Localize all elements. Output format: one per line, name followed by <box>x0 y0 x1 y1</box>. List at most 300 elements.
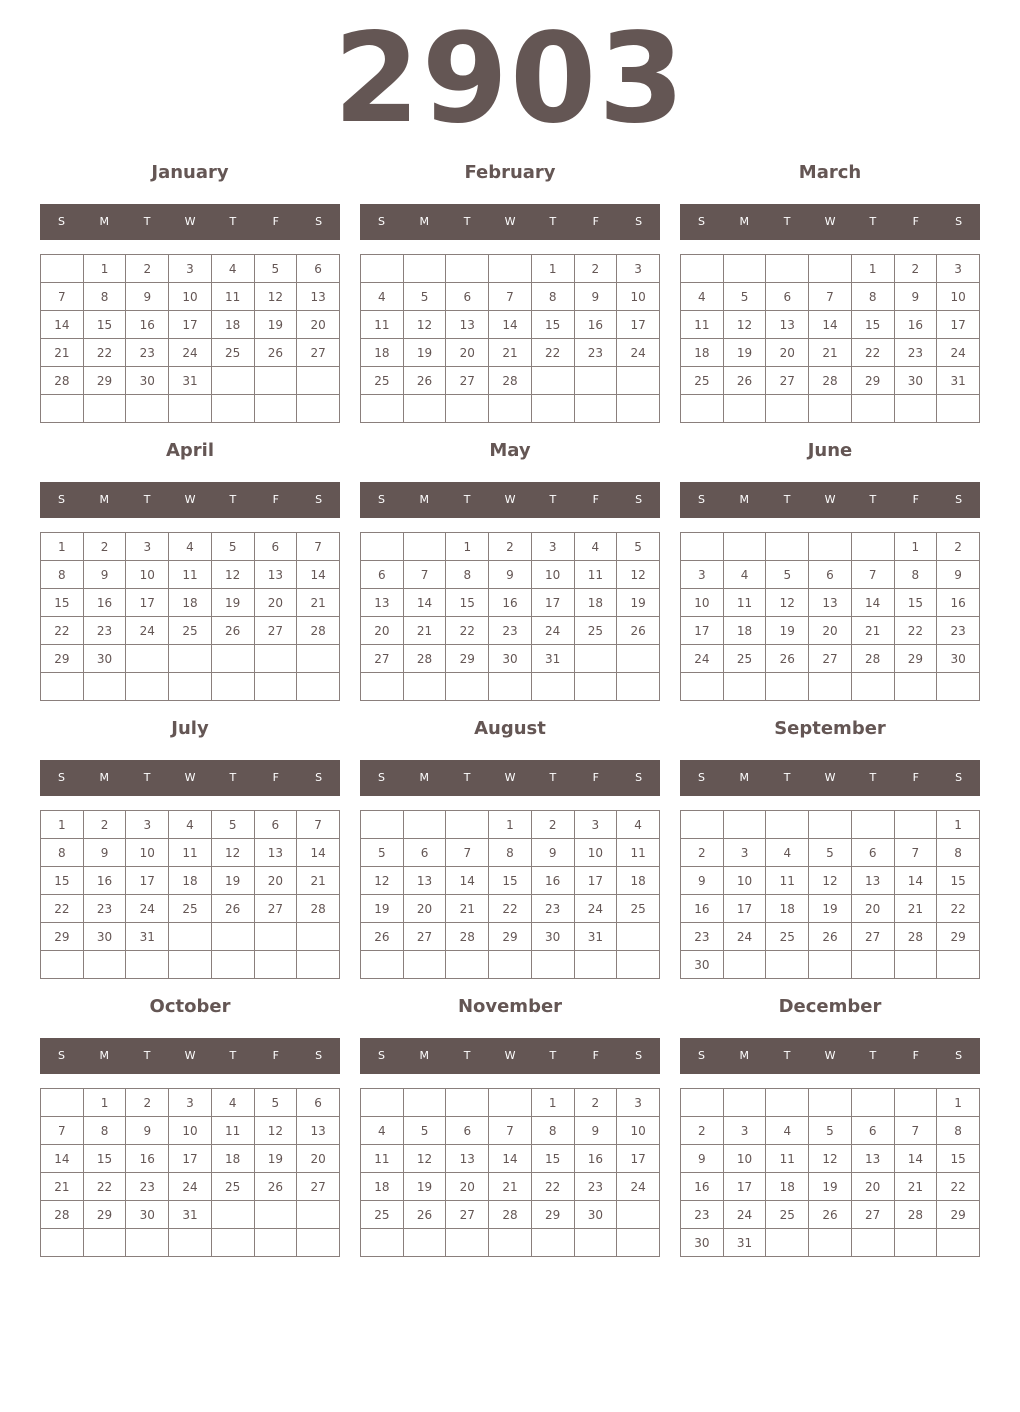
weekday-label: S <box>315 1049 323 1062</box>
week-row <box>681 839 980 867</box>
day-cell <box>809 811 852 839</box>
weekday-label: S <box>57 493 65 506</box>
day-cell: 28 <box>894 923 937 951</box>
day-cell: 14 <box>41 1145 84 1173</box>
day-cell: 22 <box>851 339 894 367</box>
day-cell: 5 <box>766 561 809 589</box>
day-cell: 7 <box>894 1117 937 1145</box>
day-cell <box>211 367 254 395</box>
day-cell: 2 <box>531 811 574 839</box>
day-cell: 9 <box>574 1117 617 1145</box>
day-cell <box>446 255 489 283</box>
day-cell: 15 <box>41 867 84 895</box>
week-row <box>41 617 340 645</box>
weekday-label: W <box>184 493 196 506</box>
day-cell <box>681 811 724 839</box>
day-cell: 1 <box>851 255 894 283</box>
month-october <box>40 992 340 1262</box>
day-cell <box>297 951 340 979</box>
weekday-label: S <box>377 215 385 228</box>
weekday-label: F <box>912 493 919 506</box>
day-cell: 28 <box>489 367 532 395</box>
week-row <box>681 645 980 673</box>
day-cell: 23 <box>681 923 724 951</box>
day-cell: 20 <box>403 895 446 923</box>
week-row <box>41 255 340 283</box>
day-cell: 19 <box>766 617 809 645</box>
day-cell <box>937 951 980 979</box>
day-cell <box>83 395 126 423</box>
day-cell: 4 <box>681 283 724 311</box>
month-name: February <box>464 162 556 183</box>
day-cell <box>403 951 446 979</box>
day-cell: 30 <box>531 923 574 951</box>
day-cell: 26 <box>254 1173 297 1201</box>
day-cell <box>937 1229 980 1257</box>
day-cell: 22 <box>894 617 937 645</box>
days-grid <box>360 810 660 979</box>
week-row <box>681 1089 980 1117</box>
day-cell: 22 <box>83 1173 126 1201</box>
week-row <box>41 867 340 895</box>
day-cell: 21 <box>851 617 894 645</box>
day-cell <box>254 395 297 423</box>
weekday-label: W <box>824 1049 836 1062</box>
day-cell: 20 <box>297 311 340 339</box>
day-cell: 22 <box>937 1173 980 1201</box>
day-cell <box>894 673 937 701</box>
day-cell: 30 <box>126 1201 169 1229</box>
day-cell: 7 <box>446 839 489 867</box>
day-cell: 22 <box>489 895 532 923</box>
week-row <box>41 1201 340 1229</box>
weekday-label: S <box>955 215 963 228</box>
day-cell: 27 <box>361 645 404 673</box>
weekday-label: W <box>184 771 196 784</box>
day-cell: 18 <box>766 895 809 923</box>
day-cell: 1 <box>489 811 532 839</box>
month-january <box>40 158 340 428</box>
day-cell: 3 <box>617 255 660 283</box>
day-cell: 12 <box>211 561 254 589</box>
day-cell: 19 <box>361 895 404 923</box>
day-cell: 28 <box>297 617 340 645</box>
day-cell: 11 <box>681 311 724 339</box>
day-cell: 27 <box>297 1173 340 1201</box>
weekday-label: F <box>592 493 599 506</box>
day-cell: 12 <box>617 561 660 589</box>
day-cell: 27 <box>297 339 340 367</box>
day-cell: 17 <box>126 867 169 895</box>
day-cell: 20 <box>254 589 297 617</box>
day-cell: 7 <box>297 811 340 839</box>
day-cell: 16 <box>894 311 937 339</box>
day-cell <box>531 951 574 979</box>
day-cell: 6 <box>766 283 809 311</box>
week-row <box>361 1229 660 1257</box>
day-cell: 12 <box>254 1117 297 1145</box>
day-cell: 31 <box>937 367 980 395</box>
day-cell: 26 <box>211 895 254 923</box>
day-cell: 30 <box>574 1201 617 1229</box>
day-cell: 13 <box>446 1145 489 1173</box>
week-row <box>361 867 660 895</box>
day-cell: 28 <box>41 1201 84 1229</box>
weekday-label: S <box>377 1049 385 1062</box>
day-cell <box>851 1229 894 1257</box>
day-cell: 25 <box>681 367 724 395</box>
day-cell: 24 <box>937 339 980 367</box>
week-row <box>681 339 980 367</box>
weekday-label: T <box>869 1049 877 1062</box>
day-cell: 5 <box>361 839 404 867</box>
week-row <box>681 589 980 617</box>
day-cell: 7 <box>297 533 340 561</box>
weekday-header <box>360 204 660 240</box>
day-cell <box>574 395 617 423</box>
week-row <box>361 367 660 395</box>
day-cell: 9 <box>126 1117 169 1145</box>
day-cell: 10 <box>617 1117 660 1145</box>
day-cell: 19 <box>809 895 852 923</box>
day-cell: 14 <box>851 589 894 617</box>
day-cell: 14 <box>403 589 446 617</box>
day-cell: 30 <box>489 645 532 673</box>
day-cell: 9 <box>937 561 980 589</box>
day-cell: 7 <box>41 1117 84 1145</box>
day-cell <box>403 255 446 283</box>
day-cell: 24 <box>169 1173 212 1201</box>
day-cell: 7 <box>489 283 532 311</box>
day-cell: 27 <box>851 1201 894 1229</box>
weekday-header <box>40 204 340 240</box>
day-cell <box>766 811 809 839</box>
day-cell: 26 <box>723 367 766 395</box>
day-cell: 14 <box>297 561 340 589</box>
week-row <box>41 561 340 589</box>
day-cell <box>403 395 446 423</box>
day-cell <box>446 1229 489 1257</box>
days-grid <box>40 532 340 701</box>
week-row <box>41 311 340 339</box>
weekday-label: T <box>869 771 877 784</box>
day-cell <box>403 811 446 839</box>
day-cell <box>297 673 340 701</box>
week-row <box>681 867 980 895</box>
week-row <box>361 395 660 423</box>
day-cell: 5 <box>723 283 766 311</box>
weekday-label: S <box>697 493 705 506</box>
day-cell: 21 <box>894 895 937 923</box>
weekday-label: S <box>635 215 643 228</box>
weekday-label: S <box>57 1049 65 1062</box>
weekday-label: F <box>272 1049 279 1062</box>
day-cell: 15 <box>446 589 489 617</box>
day-cell <box>766 1229 809 1257</box>
day-cell: 25 <box>766 1201 809 1229</box>
day-cell: 6 <box>403 839 446 867</box>
day-cell <box>894 1229 937 1257</box>
day-cell: 1 <box>937 811 980 839</box>
weekday-label: W <box>504 493 516 506</box>
day-cell: 10 <box>937 283 980 311</box>
day-cell <box>809 673 852 701</box>
day-cell: 12 <box>403 1145 446 1173</box>
day-cell: 14 <box>489 1145 532 1173</box>
weekday-label: W <box>504 771 516 784</box>
day-cell <box>211 1201 254 1229</box>
month-name: April <box>165 440 215 461</box>
day-cell <box>766 951 809 979</box>
weekday-header <box>360 760 660 796</box>
day-cell: 3 <box>723 839 766 867</box>
day-cell: 19 <box>403 1173 446 1201</box>
day-cell: 4 <box>723 561 766 589</box>
day-cell <box>809 395 852 423</box>
week-row <box>681 1173 980 1201</box>
day-cell <box>723 533 766 561</box>
day-cell: 26 <box>403 1201 446 1229</box>
day-cell: 8 <box>937 1117 980 1145</box>
day-cell: 29 <box>83 367 126 395</box>
day-cell: 16 <box>83 589 126 617</box>
day-cell: 24 <box>617 339 660 367</box>
day-cell: 13 <box>254 561 297 589</box>
day-cell: 18 <box>361 339 404 367</box>
day-cell <box>254 645 297 673</box>
week-row <box>41 533 340 561</box>
day-cell: 6 <box>297 255 340 283</box>
week-row <box>681 1229 980 1257</box>
day-cell: 2 <box>574 1089 617 1117</box>
day-cell: 3 <box>126 533 169 561</box>
day-cell: 21 <box>809 339 852 367</box>
days-grid <box>680 810 980 979</box>
day-cell <box>126 951 169 979</box>
month-name: August <box>474 718 546 739</box>
week-row <box>361 1089 660 1117</box>
day-cell: 11 <box>766 867 809 895</box>
day-cell: 8 <box>41 561 84 589</box>
day-cell: 10 <box>617 283 660 311</box>
week-row <box>41 367 340 395</box>
day-cell: 9 <box>83 839 126 867</box>
day-cell: 3 <box>531 533 574 561</box>
day-cell: 25 <box>169 617 212 645</box>
weekday-label: F <box>592 215 599 228</box>
day-cell: 15 <box>489 867 532 895</box>
week-row <box>41 923 340 951</box>
day-cell: 17 <box>681 617 724 645</box>
weekday-label: T <box>143 215 151 228</box>
day-cell <box>41 395 84 423</box>
month-february <box>360 158 660 428</box>
day-cell: 27 <box>403 923 446 951</box>
day-cell: 16 <box>126 311 169 339</box>
day-cell <box>937 395 980 423</box>
day-cell: 8 <box>531 283 574 311</box>
day-cell <box>766 533 809 561</box>
day-cell: 15 <box>937 867 980 895</box>
week-row <box>41 839 340 867</box>
day-cell: 29 <box>937 923 980 951</box>
weekday-label: T <box>229 1049 237 1062</box>
day-cell: 3 <box>169 255 212 283</box>
day-cell: 10 <box>531 561 574 589</box>
month-name: November <box>457 996 563 1017</box>
day-cell <box>403 533 446 561</box>
month-may <box>360 436 660 706</box>
weekday-label: M <box>419 771 430 784</box>
weekday-label: T <box>783 1049 791 1062</box>
day-cell <box>489 255 532 283</box>
day-cell: 2 <box>894 255 937 283</box>
weekday-label: T <box>549 1049 557 1062</box>
day-cell: 21 <box>446 895 489 923</box>
day-cell: 25 <box>211 339 254 367</box>
day-cell: 2 <box>489 533 532 561</box>
day-cell: 29 <box>83 1201 126 1229</box>
week-row <box>681 951 980 979</box>
day-cell: 16 <box>937 589 980 617</box>
weekday-label: S <box>635 1049 643 1062</box>
day-cell: 30 <box>937 645 980 673</box>
day-cell: 8 <box>41 839 84 867</box>
weekday-label: M <box>739 215 750 228</box>
day-cell: 20 <box>446 1173 489 1201</box>
day-cell <box>41 1089 84 1117</box>
day-cell <box>766 255 809 283</box>
day-cell: 23 <box>83 895 126 923</box>
day-cell: 23 <box>489 617 532 645</box>
day-cell: 10 <box>723 1145 766 1173</box>
month-november <box>360 992 660 1262</box>
day-cell: 24 <box>126 895 169 923</box>
day-cell: 25 <box>211 1173 254 1201</box>
day-cell: 9 <box>894 283 937 311</box>
day-cell <box>446 811 489 839</box>
day-cell: 7 <box>489 1117 532 1145</box>
day-cell: 14 <box>809 311 852 339</box>
week-row <box>41 951 340 979</box>
weekday-label: T <box>783 493 791 506</box>
day-cell <box>851 1089 894 1117</box>
day-cell: 16 <box>83 867 126 895</box>
day-cell <box>723 395 766 423</box>
weekday-label: S <box>377 771 385 784</box>
week-row <box>41 673 340 701</box>
day-cell: 6 <box>851 1117 894 1145</box>
week-row <box>41 645 340 673</box>
day-cell: 18 <box>169 867 212 895</box>
day-cell: 16 <box>489 589 532 617</box>
day-cell <box>126 395 169 423</box>
day-cell: 15 <box>83 1145 126 1173</box>
day-cell: 15 <box>83 311 126 339</box>
day-cell <box>169 1229 212 1257</box>
day-cell <box>254 1201 297 1229</box>
day-cell: 25 <box>169 895 212 923</box>
weekday-header <box>680 760 980 796</box>
day-cell: 17 <box>169 311 212 339</box>
weekday-header <box>680 204 980 240</box>
weekday-label: S <box>635 771 643 784</box>
day-cell <box>297 1229 340 1257</box>
weekday-label: S <box>697 1049 705 1062</box>
weekday-label: T <box>869 215 877 228</box>
day-cell: 1 <box>83 1089 126 1117</box>
day-cell: 3 <box>169 1089 212 1117</box>
day-cell: 11 <box>617 839 660 867</box>
day-cell <box>617 645 660 673</box>
day-cell: 6 <box>446 1117 489 1145</box>
weekday-header <box>40 482 340 518</box>
day-cell <box>211 951 254 979</box>
day-cell <box>723 951 766 979</box>
day-cell: 13 <box>851 1145 894 1173</box>
day-cell: 8 <box>937 839 980 867</box>
day-cell: 1 <box>83 255 126 283</box>
day-cell: 17 <box>937 311 980 339</box>
day-cell <box>617 1201 660 1229</box>
day-cell: 20 <box>851 1173 894 1201</box>
day-cell: 16 <box>574 311 617 339</box>
day-cell: 27 <box>446 1201 489 1229</box>
days-grid <box>40 254 340 423</box>
day-cell: 22 <box>41 895 84 923</box>
day-cell: 23 <box>574 1173 617 1201</box>
day-cell <box>531 1229 574 1257</box>
day-cell: 6 <box>361 561 404 589</box>
day-cell <box>41 1229 84 1257</box>
weekday-label: S <box>635 493 643 506</box>
day-cell: 2 <box>574 255 617 283</box>
day-cell: 15 <box>851 311 894 339</box>
day-cell <box>937 673 980 701</box>
day-cell <box>851 395 894 423</box>
week-row <box>681 311 980 339</box>
day-cell <box>254 673 297 701</box>
day-cell: 19 <box>254 311 297 339</box>
day-cell: 14 <box>446 867 489 895</box>
day-cell <box>41 951 84 979</box>
week-row <box>361 311 660 339</box>
day-cell: 8 <box>83 283 126 311</box>
day-cell <box>126 1229 169 1257</box>
month-name: July <box>171 718 209 739</box>
day-cell: 17 <box>126 589 169 617</box>
day-cell: 14 <box>894 867 937 895</box>
day-cell: 28 <box>403 645 446 673</box>
day-cell <box>723 811 766 839</box>
day-cell <box>361 673 404 701</box>
week-row <box>361 533 660 561</box>
weekday-label: F <box>592 771 599 784</box>
day-cell <box>446 1089 489 1117</box>
day-cell: 27 <box>851 923 894 951</box>
day-cell: 10 <box>169 1117 212 1145</box>
day-cell: 16 <box>126 1145 169 1173</box>
week-row <box>41 395 340 423</box>
day-cell: 21 <box>297 867 340 895</box>
day-cell: 5 <box>809 839 852 867</box>
day-cell: 18 <box>617 867 660 895</box>
day-cell: 21 <box>489 1173 532 1201</box>
day-cell: 9 <box>681 867 724 895</box>
day-cell: 18 <box>681 339 724 367</box>
week-row <box>361 1145 660 1173</box>
day-cell: 21 <box>489 339 532 367</box>
